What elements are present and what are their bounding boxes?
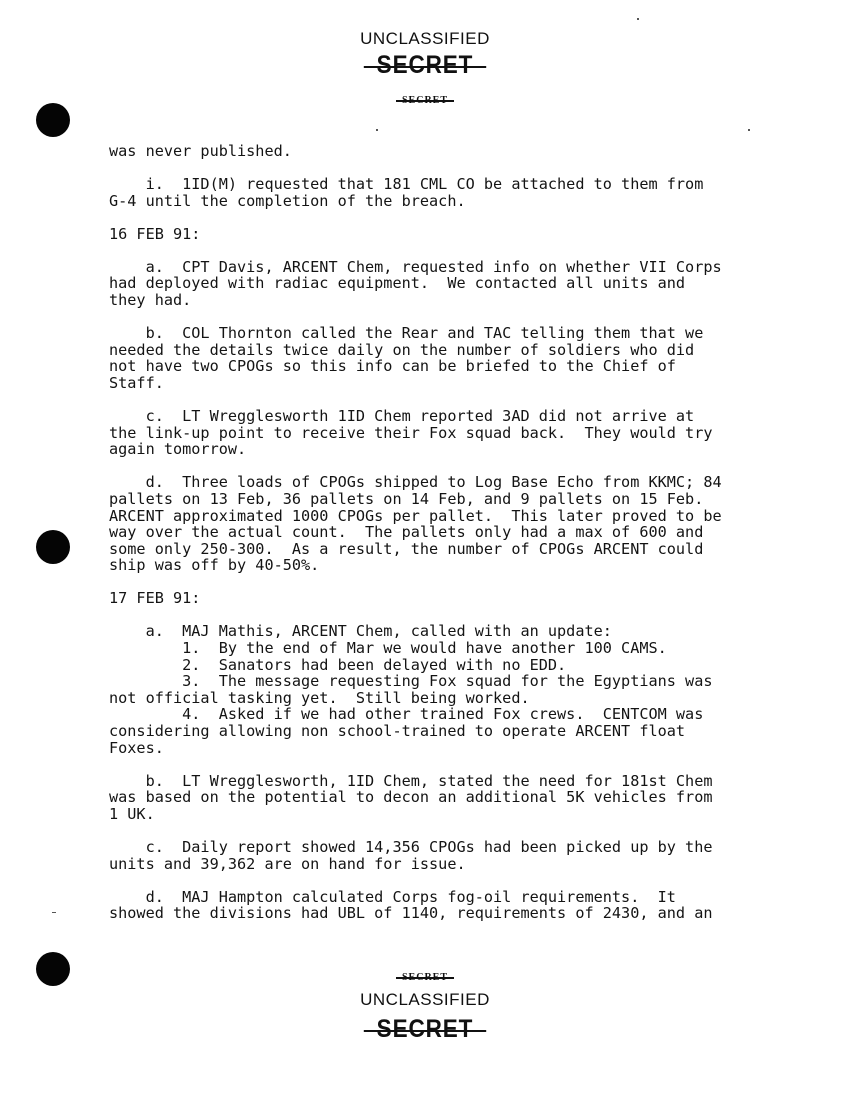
text-line: 1. By the end of Mar we would have another 100 CAMS. xyxy=(109,639,667,658)
text-line: the link-up point to receive their Fox squad back. They would try xyxy=(109,423,713,442)
text-line: Foxes. xyxy=(109,738,164,757)
scan-speck xyxy=(748,129,750,131)
text-line: had deployed with radiac equipment. We contacted all units and xyxy=(109,274,686,293)
paragraph-gap xyxy=(109,242,769,259)
text-line: needed the details twice daily on the number of soldiers who did xyxy=(109,340,695,359)
paragraph-gap xyxy=(109,823,769,840)
text-line: not official tasking yet. Still being worked. xyxy=(109,688,530,707)
text-line: b. COL Thornton called the Rear and TAC telling them that we xyxy=(109,324,704,343)
secret-small-top: SECRET xyxy=(401,95,448,106)
text-line: was based on the potential to decon an additional 5K vehicles from xyxy=(109,788,713,807)
text-line: c. Daily report showed 14,356 CPOGs had been picked up by the xyxy=(109,838,713,856)
text-line: was never published. xyxy=(109,142,292,160)
text-line: considering allowing non school-trained to operate ARCENT float xyxy=(109,722,686,741)
text-line: d. Three loads of CPOGs shipped to Log Base Echo from KKMC; 84 xyxy=(109,473,722,492)
text-line: not have two CPOGs so this info can be briefed to the Chief of xyxy=(109,357,676,376)
paragraph-gap xyxy=(109,574,769,591)
text-line: b. LT Wregglesworth, 1ID Chem, stated the need for 181st Chem xyxy=(109,771,713,790)
text-line: again tomorrow. xyxy=(109,440,247,459)
text-line: ARCENT approximated 1000 CPOGs per pallet. This later proved to be xyxy=(109,506,722,525)
text-line: d. MAJ Hampton calculated Corps fog-oil requirements. It xyxy=(109,887,676,906)
paragraph-gap xyxy=(109,872,769,889)
secret-stamp-top: SECRET xyxy=(376,51,474,79)
secret-stamp-bottom: SECRET xyxy=(376,1015,474,1043)
secret-small-bottom: SECRET xyxy=(401,972,448,983)
text-line: 16 FEB 91: xyxy=(109,224,201,243)
scan-speck xyxy=(376,129,378,131)
text-line: G-4 until the completion of the breach. xyxy=(109,191,466,210)
paragraph-gap xyxy=(109,309,769,326)
paragraph-gap xyxy=(109,607,769,624)
text-line: a. CPT Davis, ARCENT Chem, requested info on whether VII Corps xyxy=(109,257,722,276)
text-line: pallets on 13 Feb, 36 pallets on 14 Feb, and 9 pallets on 15 Feb. xyxy=(109,489,704,508)
scan-speck xyxy=(52,912,56,913)
text-line: a. MAJ Mathis, ARCENT Chem, called with an update: xyxy=(109,622,612,641)
text-line: way over the actual count. The pallets only had a max of 600 and xyxy=(109,523,704,542)
text-line: 1 UK. xyxy=(109,804,155,823)
text-line: 4. Asked if we had other trained Fox crews. CENTCOM was xyxy=(109,705,704,724)
paragraph-gap xyxy=(109,209,769,226)
text-line: they had. xyxy=(109,291,192,310)
document-body xyxy=(109,143,769,922)
text-line: some only 250-300. As a result, the number of CPOGs ARCENT could xyxy=(109,539,704,558)
classification-bottom: UNCLASSIFIED xyxy=(360,990,490,1009)
text-line: c. LT Wregglesworth 1ID Chem reported 3AD did not arrive at xyxy=(109,407,695,426)
text-line: i. 1ID(M) requested that 181 CML CO be attached to them from xyxy=(109,175,704,194)
text-line: showed the divisions had UBL of 1140, requirements of 2430, and an xyxy=(109,904,713,923)
text-line: 3. The message requesting Fox squad for the Egyptians was xyxy=(109,672,713,691)
text-line: ship was off by 40-50%. xyxy=(109,556,320,575)
punch-hole-middle xyxy=(36,530,70,564)
punch-hole-top xyxy=(36,103,70,137)
text-line: 17 FEB 91: xyxy=(109,589,201,608)
paragraph-gap xyxy=(109,392,769,409)
classification-top: UNCLASSIFIED xyxy=(360,29,490,48)
scan-speck xyxy=(637,18,639,20)
text-line: units and 39,362 are on hand for issue. xyxy=(109,854,466,873)
paragraph-gap xyxy=(109,756,769,773)
text-line: Staff. xyxy=(109,373,164,392)
paragraph-gap xyxy=(109,160,769,177)
paragraph-gap xyxy=(109,458,769,475)
text-line: 2. Sanators had been delayed with no EDD. xyxy=(109,655,567,674)
